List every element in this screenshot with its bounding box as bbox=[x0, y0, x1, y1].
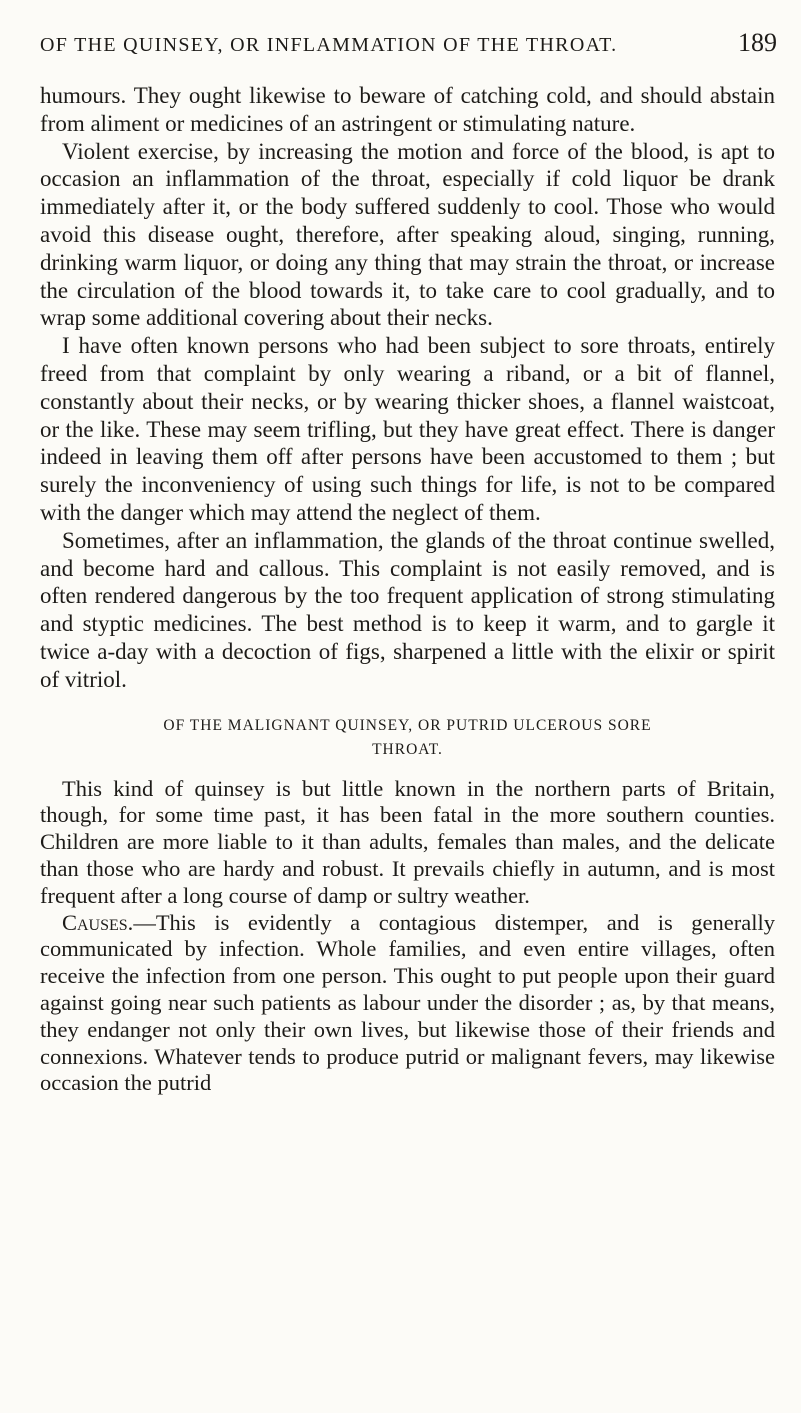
paragraph-sore-throats: I have often known persons who had been subject to sore throats, entirely freed from that complaint by only wearing a riband, or a bit of flannel, constantly about their necks, or by wearing thicker shoes, a flannel waistcoat, or the like. These may seem trifling, but they have great effect. There is danger indeed in leaving them off after persons have been accustomed to them ; but surely the inconveniency of using such things for life, is not to be compared with the danger which may attend the neglect of them. bbox=[40, 333, 775, 525]
causes-text: —This is evidently a contagious distemper, and is generally communicated by infection. Whole families, and even entire villages, often receive the infection from one person. This ought to put people upon their guard against going near such patients as labour under the disorder ; as, by that means, they endanger not only their own lives, but likewise those of their friends and connexions. Whatever tends to produce putrid or malignant fevers, may likewise occasion the putrid bbox=[40, 909, 775, 1096]
paragraph-violent-exercise: Violent exercise, by increasing the motion and force of the blood, is apt to occasion an inflammation of the throat, especially if cold liquor be drank immediately after it, or the body suffered suddenly to cool. Those who would avoid this disease ought, therefore, after speaking aloud, singing, running, drinking warm liquor, or doing any thing that may strain the throat, or increase the circulation of the blood towards it, to take care to cool gradually, and to wrap some additional covering about their necks. bbox=[40, 138, 775, 331]
paragraph-causes bbox=[40, 910, 775, 1098]
section-heading-line-1: OF THE MALIGNANT QUINSEY, OR PUTRID ULCEROUS SORE bbox=[163, 716, 652, 734]
section-heading-line-2: THROAT. bbox=[372, 740, 443, 758]
paragraph-malignant-intro: This kind of quinsey is but little known in the northern parts of Britain, though, for some time past, it has been fatal in the more southern counties. Children are more liable to it than adults, females than males, and the delicate than those who are hardy and robust. It prevails chiefly in autumn, and is most frequent after a long course of damp or sultry weather. bbox=[40, 775, 775, 908]
paragraph-continuation: humours. They ought likewise to beware of catching cold, and should abstain from aliment or medicines of an astringent or stimulating nature. bbox=[40, 83, 775, 136]
section-heading bbox=[40, 714, 775, 762]
paragraph-swelled-glands: Sometimes, after an inflammation, the glands of the throat continue swelled, and become hard and callous. This complaint is not easily removed, and is often rendered dangerous by the too frequent application of strong stimulating and styptic medicines. The best method is to keep it warm, and to gargle it twice a-day with a decoction of figs, sharpened a little with the elixir or spirit of vitriol. bbox=[40, 527, 775, 692]
running-head bbox=[40, 28, 777, 60]
causes-label: Causes. bbox=[62, 909, 134, 935]
page-number: 189 bbox=[738, 28, 777, 57]
body-text bbox=[40, 82, 775, 1097]
running-head-title: OF THE QUINSEY, OR INFLAMMATION OF THE THROAT. bbox=[40, 34, 618, 56]
section-body bbox=[40, 776, 775, 1098]
